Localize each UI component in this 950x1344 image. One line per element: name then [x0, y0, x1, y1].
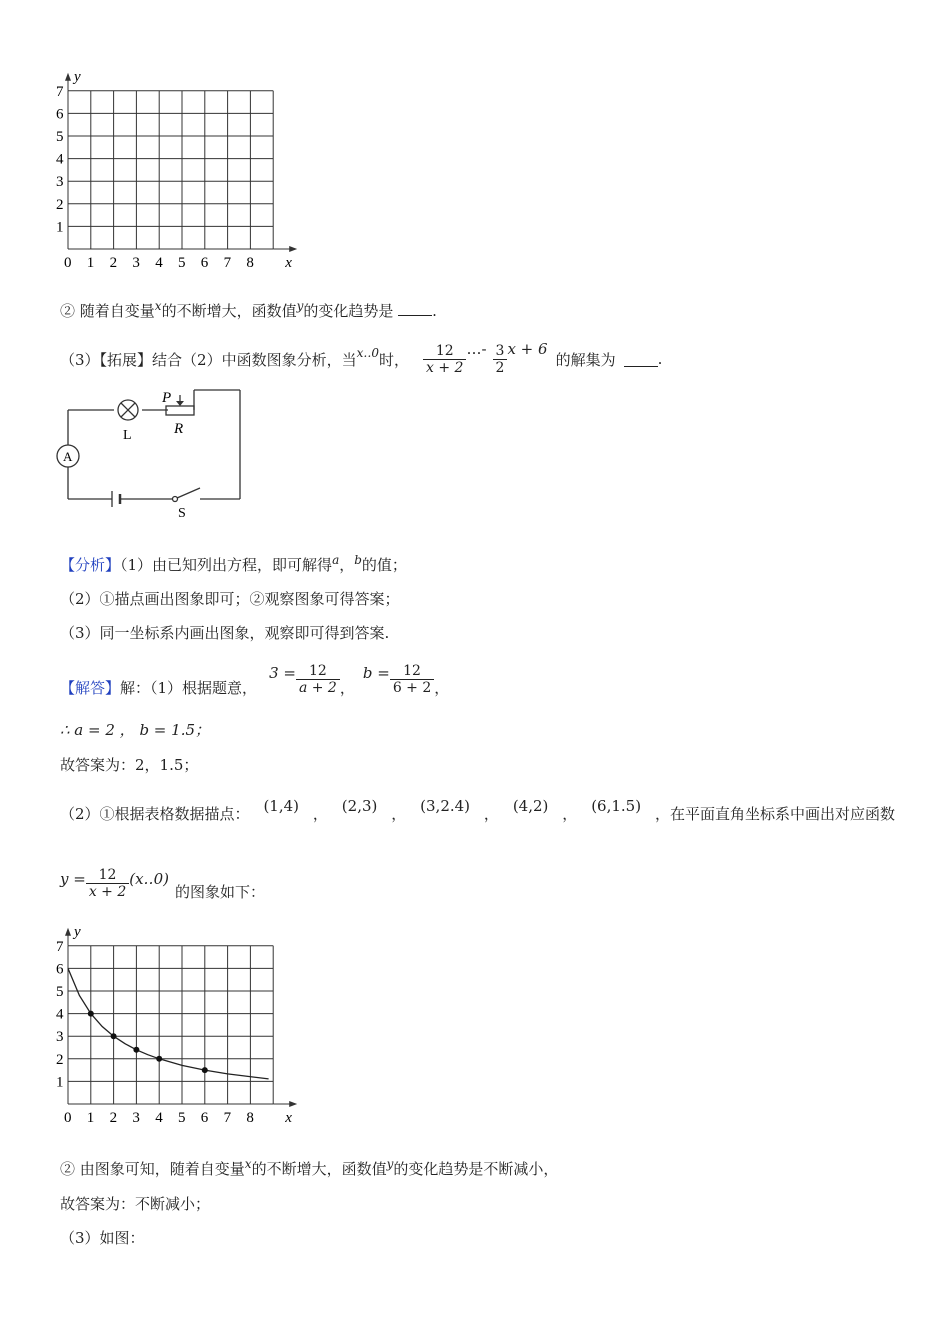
- var-a: a: [332, 553, 340, 567]
- x-tick-label: 1: [86, 1110, 95, 1125]
- y-tick-label: 3: [56, 174, 64, 191]
- q2-2-end: .: [432, 302, 437, 320]
- q2-2-suffix: 的变化趋势是: [303, 302, 394, 320]
- x-tick-label: 4: [155, 255, 163, 270]
- analysis-line-2: （2）①描点画出图象即可；②观察图象可得答案；: [60, 590, 400, 608]
- x-tick-label: 3: [132, 255, 140, 270]
- function-curve: [68, 968, 269, 1079]
- x-axis-arrow: [289, 246, 297, 252]
- label-s: S: [178, 506, 186, 521]
- label-p: P: [162, 390, 172, 406]
- data-point: [88, 1011, 94, 1017]
- frac-den: x + 2: [426, 359, 464, 376]
- comma: ，: [339, 678, 355, 697]
- func-fraction: [86, 867, 129, 900]
- eq2-left: b =: [362, 664, 390, 682]
- eq1-left: 3 =: [269, 664, 296, 682]
- eq1-fraction: [296, 663, 340, 696]
- circuit-diagram: [50, 385, 250, 525]
- x-tick-label: 0: [64, 255, 72, 270]
- q3-end: .: [657, 350, 663, 368]
- q2-2-prefix: ② 随着自变量: [60, 302, 155, 320]
- func-suffix: 的图象如下：: [174, 882, 265, 901]
- func-left: y =: [60, 870, 86, 888]
- x-tick-label: 6: [200, 255, 209, 270]
- obs-mid: 的不断增大，函数值: [251, 1160, 387, 1178]
- x-tick-label: 8: [246, 1110, 254, 1125]
- x-tick-label: 8: [246, 255, 254, 270]
- answer-blank[interactable]: [624, 352, 658, 367]
- question-2-2: [60, 300, 437, 321]
- q3-tail: x + 6: [507, 340, 548, 358]
- q2-2-mid: 的不断增大，函数值: [161, 302, 297, 320]
- q3-fraction-2: [493, 343, 508, 376]
- point-label: (4,2): [512, 797, 549, 815]
- solution-therefore: ∴ a = 2 ， b = 1.5；: [60, 721, 211, 739]
- frac-num: 12: [86, 867, 129, 884]
- y-tick-label: 1: [56, 219, 64, 236]
- frac-num: 12: [423, 343, 466, 360]
- obs-suffix: 的变化趋势是不断减小，: [393, 1160, 559, 1178]
- eq2-fraction: [390, 663, 434, 696]
- x-axis-label: x: [285, 1110, 292, 1125]
- frac-den: 6 + 2: [392, 679, 432, 696]
- q3-prefix: （3）【拓展】结合（2）中函数图象分析，当: [60, 350, 357, 369]
- x-tick-label: 0: [64, 1110, 72, 1125]
- y-tick-label: 1: [56, 1074, 64, 1091]
- data-point: [111, 1033, 117, 1039]
- function-definition: [60, 860, 265, 906]
- function-chart: [50, 910, 310, 1125]
- x-axis-arrow: [289, 1101, 297, 1107]
- data-point: [202, 1067, 208, 1073]
- switch-icon: [173, 497, 178, 502]
- data-point: [133, 1047, 139, 1053]
- q3-suffix: 的解集为: [555, 350, 616, 369]
- x-tick-label: 5: [178, 1110, 186, 1125]
- y-tick-label: 7: [56, 938, 64, 955]
- frac-num: 12: [296, 663, 340, 680]
- y-tick-label: 4: [56, 151, 64, 168]
- solution-intro: 解：（1）根据题意，: [120, 678, 258, 697]
- x-tick-label: 6: [200, 1110, 209, 1125]
- slider-arrowhead: [176, 401, 184, 406]
- frac-den: a + 2: [298, 679, 337, 696]
- part2-prefix: （2）①根据表格数据描点：: [60, 805, 250, 823]
- y-tick-label: 2: [56, 196, 64, 213]
- analysis-text: 的值；: [361, 556, 407, 574]
- comma: ，: [434, 678, 450, 697]
- y-axis-arrow: [65, 928, 71, 936]
- y-tick-label: 3: [56, 1029, 64, 1046]
- solution-observation: [60, 1158, 558, 1179]
- label-a: A: [63, 449, 73, 464]
- solution-line-1: [60, 656, 449, 702]
- solution-answer-2: 故答案为：不断减小；: [60, 1195, 211, 1213]
- analysis-tag: 【分析】: [60, 556, 121, 574]
- y-tick-label: 5: [56, 984, 64, 1000]
- q3-relation: …-: [466, 340, 487, 358]
- x-tick-label: 2: [109, 255, 118, 270]
- func-condition: (x‥0): [129, 870, 169, 888]
- frac-num: 3: [493, 343, 508, 360]
- solution-tag: 【解答】: [60, 678, 121, 697]
- y-axis-label: y: [74, 68, 81, 85]
- q3-fraction-1: [423, 343, 466, 376]
- analysis-line-1: [60, 554, 407, 575]
- y-axis-label: y: [74, 923, 81, 940]
- y-axis-arrow: [65, 73, 71, 81]
- comma: ，: [339, 556, 355, 574]
- obs-prefix: ② 由图象可知，随着自变量: [60, 1160, 245, 1178]
- solution-answer-1: 故答案为：2，1.5；: [60, 756, 199, 774]
- analysis-line-3: （3）同一坐标系内画出图象，观察即可得到答案.: [60, 624, 390, 642]
- frac-den: x + 2: [88, 883, 127, 900]
- point-label: (3,2.4): [420, 797, 471, 815]
- x-tick-label: 3: [132, 1110, 140, 1125]
- part2-suffix: ，在平面直角坐标系中画出对应函数: [654, 805, 895, 823]
- answer-blank[interactable]: [398, 301, 432, 316]
- analysis-text: （1）由已知列出方程，即可解得: [120, 556, 333, 574]
- label-l: L: [123, 428, 132, 443]
- y-tick-label: 4: [56, 1006, 64, 1023]
- y-tick-label: 6: [56, 106, 64, 123]
- x-tick-label: 7: [223, 255, 232, 270]
- var-x: x: [244, 1157, 252, 1171]
- q3-when: 时，: [379, 350, 410, 369]
- var-b: b: [354, 553, 362, 567]
- point-label: (2,3): [341, 797, 378, 815]
- question-3: [60, 336, 662, 382]
- x-tick-label: 4: [155, 1110, 163, 1125]
- switch-lever: [177, 488, 200, 498]
- y-tick-label: 5: [56, 129, 64, 145]
- x-tick-label: 7: [223, 1110, 232, 1125]
- y-tick-label: 2: [56, 1051, 64, 1068]
- empty-grid: [50, 55, 310, 270]
- var-x: x: [154, 299, 162, 313]
- frac-num: 12: [390, 663, 434, 680]
- x-tick-label: 5: [178, 255, 186, 270]
- x-axis-label: x: [285, 255, 292, 270]
- y-tick-label: 7: [56, 83, 64, 100]
- var-y: y: [386, 1157, 394, 1171]
- x-tick-label: 2: [109, 1110, 118, 1125]
- x-tick-label: 1: [86, 255, 95, 270]
- point-label: (1,4): [263, 797, 299, 815]
- point-label: (6,1.5): [591, 797, 642, 815]
- var-y: y: [296, 299, 304, 313]
- resistor-icon: [166, 406, 194, 415]
- solution-part-3: （3）如图：: [60, 1229, 145, 1247]
- q3-condition: x‥0: [356, 346, 379, 360]
- solution-part-2: （2）①根据表格数据描点： (1,4) ， (2,3) ， (3,2.4) ， (4,2) ， (6,1.5) ，在平面直角坐标系中画出对应函数: [60, 797, 895, 823]
- frac-den: 2: [495, 359, 505, 376]
- y-tick-label: 6: [56, 961, 64, 978]
- label-r: R: [174, 421, 184, 437]
- data-point: [156, 1056, 162, 1062]
